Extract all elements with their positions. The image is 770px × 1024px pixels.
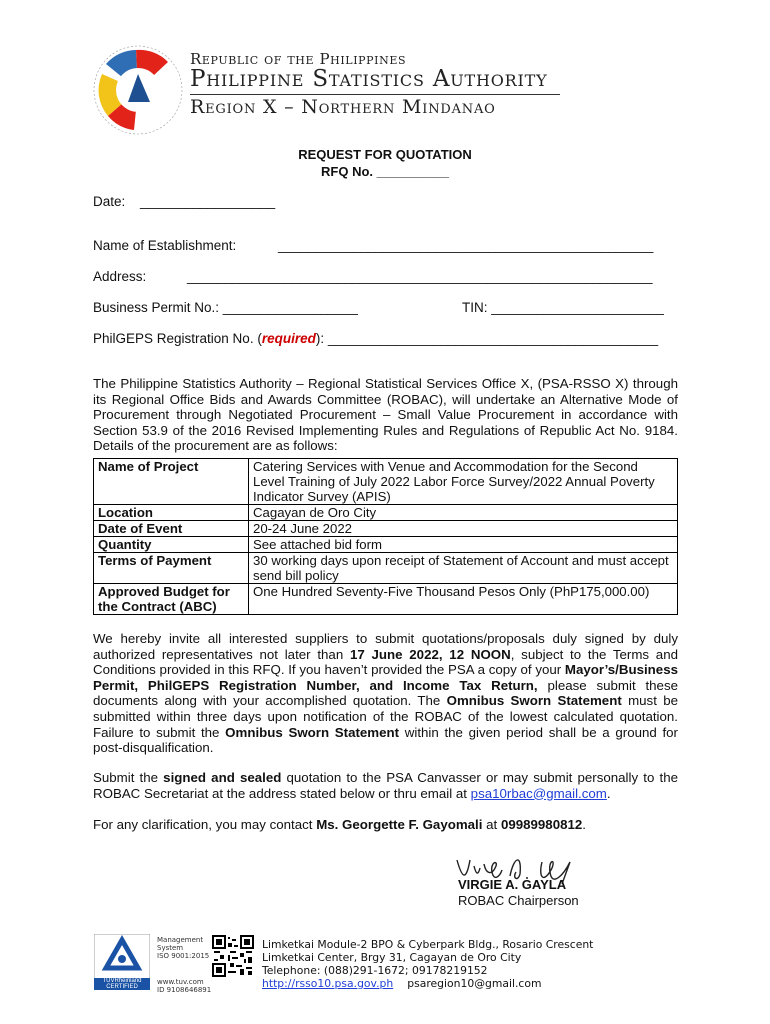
document-title: REQUEST FOR QUOTATION [298, 147, 472, 162]
psa-seal-logo [88, 44, 188, 136]
table-value: 20-24 June 2022 [249, 521, 678, 537]
philgeps-blank: ): ____________________________________________ [315, 331, 659, 346]
contact-text-1: For any clarification, you may contact [93, 817, 317, 832]
table-value: One Hundred Seventy-Five Thousand Pesos Only (PhP175,000.00) [249, 584, 678, 615]
submit-text-1: Submit the [93, 770, 164, 785]
table-row [94, 459, 678, 505]
business-permit-field[interactable]: Business Permit No.: __________________ [93, 300, 358, 315]
table-key: Terms of Payment [94, 553, 249, 584]
address-field[interactable]: ______________________________________________________________ [187, 269, 653, 284]
establishment-field[interactable]: __________________________________________________ [278, 238, 654, 253]
table-key: Date of Event [94, 521, 249, 537]
required-documents: Mayor’s/Business Permit, PhilGEPS Registration Number, and Income Tax Return, [93, 662, 678, 693]
header-region: Region X – Northern Mindanao [190, 96, 496, 118]
omnibus-statement-2: Omnibus Sworn Statement [225, 724, 400, 740]
signer-title: ROBAC Chairperson [458, 893, 579, 908]
tuv-id: ID 9108646891 [157, 986, 212, 994]
tuv-web: www.tuv.com [157, 978, 204, 986]
required-marker: required [261, 331, 316, 346]
date-label: Date: [93, 194, 126, 209]
table-value: 30 working days upon receipt of Statement of Account and must accept send bill policy [249, 553, 678, 584]
table-key: Quantity [94, 537, 249, 553]
invite-text-2: , subject to the Terms and Conditions provided in this RFQ. If you haven’t provided the PSA a copy of your [93, 646, 678, 678]
footer-links [262, 977, 541, 990]
philgeps-field[interactable] [93, 331, 658, 346]
table-value: Cagayan de Oro City [249, 505, 678, 521]
invitation-paragraph [93, 631, 678, 756]
table-row [94, 521, 678, 537]
contact-phone: 09989980812 [500, 817, 583, 832]
invite-text-1: We hereby invite all interested suppliers to submit quotations/proposals duly signed by duly authorized representatives not later than [93, 631, 678, 662]
footer-email: psaregion10@gmail.com [407, 977, 542, 990]
signed-sealed: signed and sealed [163, 770, 282, 785]
tuv-certified-label: TÜVRheinland CERTIFIED [94, 978, 150, 990]
tuv-web-text [157, 978, 211, 994]
table-key: Location [94, 505, 249, 521]
contact-text-3: . [582, 817, 586, 832]
iso-standard: ISO 9001:2015 [157, 952, 210, 960]
email-link[interactable]: psa10rbac@gmail.com [470, 785, 607, 801]
table-row [94, 537, 678, 553]
management-system-text [157, 936, 209, 960]
table-key: Name of Project [94, 459, 249, 505]
qr-code-icon [212, 935, 254, 977]
submit-text-2: quotation to the PSA Canvasser or may submit personally to the ROBAC Secretariat at the address stated below or thru email at [93, 770, 678, 801]
tin-field[interactable]: TIN: _______________________ [462, 300, 664, 315]
submit-text-3: . [606, 785, 611, 801]
procurement-details-table [93, 458, 678, 615]
contact-text-2: at [482, 817, 501, 832]
table-row [94, 505, 678, 521]
table-row [94, 584, 678, 615]
table-row [94, 553, 678, 584]
establishment-label: Name of Establishment: [93, 238, 237, 253]
invite-text-4: must be submitted within three days upon notification of the ROBAC of the lowest calculated quotation. Failure to submit the [93, 693, 678, 740]
header-agency: Philippine Statistics Authority [190, 66, 548, 92]
table-value: See attached bid form [249, 537, 678, 553]
invite-text-5: within the given period shall be a ground for post-disqualification. [93, 724, 678, 756]
submit-paragraph [93, 770, 678, 801]
contact-paragraph [93, 817, 678, 833]
header-republic: Republic of the Philippines [190, 50, 407, 68]
signer-name: VIRGIE A. GAYLA [458, 877, 567, 892]
philgeps-label: PhilGEPS Registration No. ( [93, 331, 262, 346]
header-divider [190, 94, 560, 95]
omnibus-statement-1: Omnibus Sworn Statement [446, 693, 622, 709]
ms-line-2: System [157, 944, 184, 952]
date-field[interactable]: __________________ [140, 194, 276, 209]
intro-paragraph: The Philippine Statistics Authority – Regional Statistical Services Office X, (PSA-RSSO X) through its Regional Office Bids and Awards Committee (ROBAC), will undertake an Alternative Mode of Procurement through Negotiated Procurement – Small Value Procurement in accordance with Section 53.9 of the 2016 Revised Implementing Rules and Regulations of Republic Act No. 9184. Details of the procurement are as follows: [93, 376, 678, 454]
rfq-number: RFQ No. __________ [321, 164, 449, 179]
address-label: Address: [93, 269, 147, 284]
table-key: Approved Budget for the Contract (ABC) [94, 584, 249, 615]
office-address-line1: Limketkai Module-2 BPO & Cyberpark Bldg., Rosario Crescent [262, 938, 594, 951]
table-value: Catering Services with Venue and Accommodation for the Second Level Training of July 2022 Labor Force Survey/2022 Annual Poverty Indicator Survey (APIS) [249, 459, 678, 505]
ms-line-1: Management [157, 936, 204, 944]
invite-text-3: please submit these documents along with your accomplished quotation. The [93, 677, 678, 709]
deadline: 17 June 2022, 12 NOON [349, 646, 511, 662]
website-link[interactable]: http://rsso10.psa.gov.ph [262, 977, 394, 990]
office-address-line2: Limketkai Center, Brgy 31, Cagayan de Oro City [262, 951, 522, 964]
office-telephone: Telephone: (088)291-1672; 09178219152 [262, 964, 488, 977]
contact-name: Ms. Georgette F. Gayomali [316, 817, 483, 832]
